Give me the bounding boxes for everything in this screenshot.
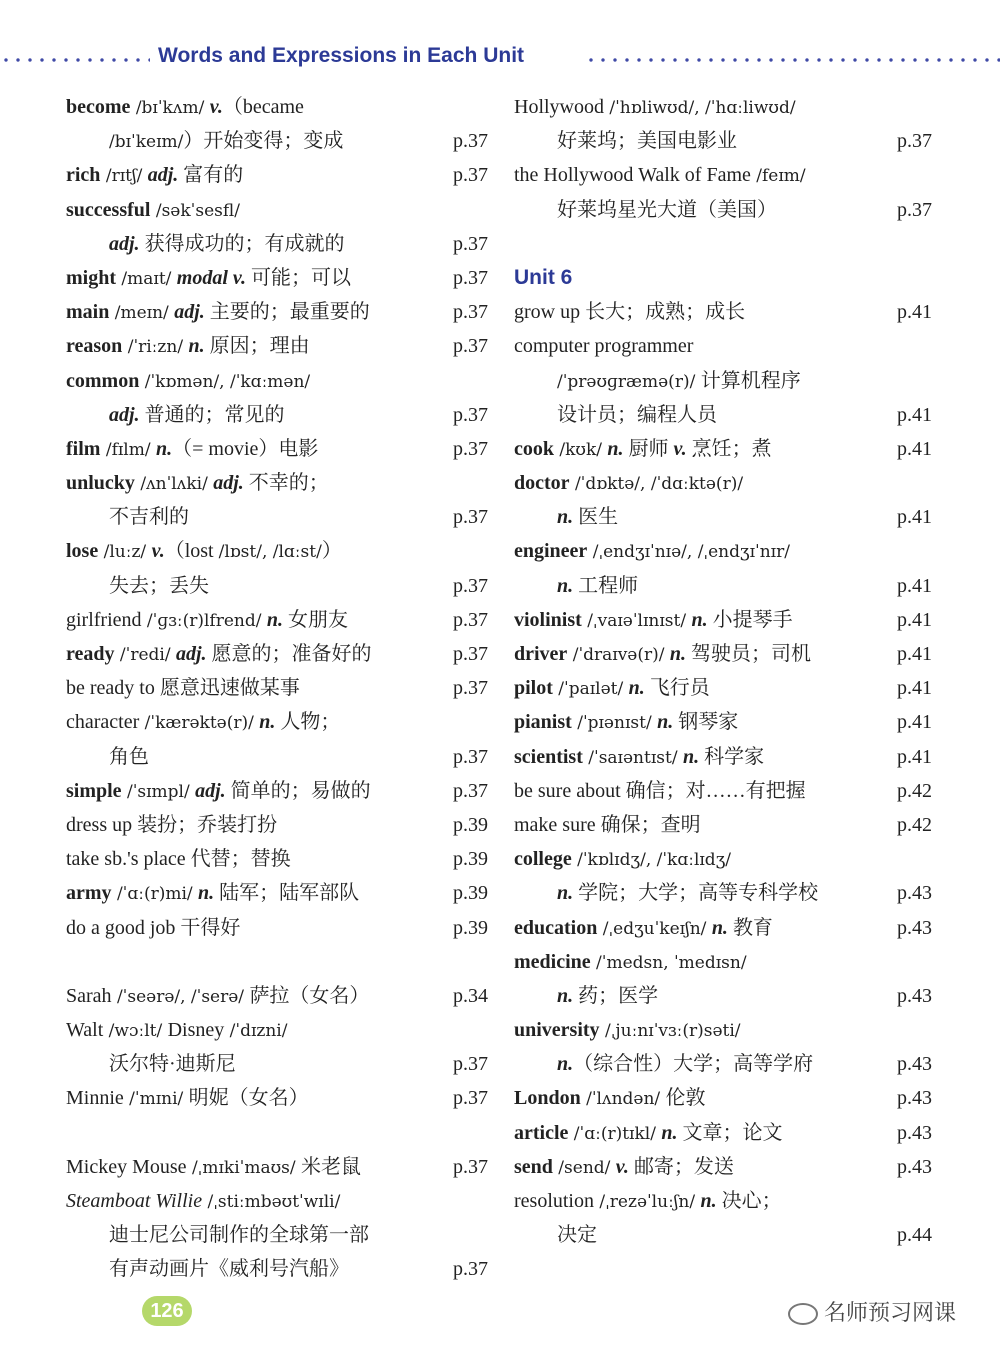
part-of-speech: modal v.: [176, 266, 247, 289]
page-reference: p.43: [897, 1121, 932, 1144]
page-reference: p.37: [453, 1155, 488, 1178]
vocab-entry: [66, 705, 488, 739]
entry-text: 人物；: [275, 711, 341, 734]
entry-continuation: [514, 364, 932, 398]
vocab-entry: [66, 1013, 488, 1047]
entry-text: 米老鼠: [300, 1155, 361, 1178]
entry-text: 伦敦: [665, 1087, 706, 1110]
vocab-entry: [514, 1184, 932, 1218]
vocab-entry: [66, 808, 488, 842]
page-reference: p.37: [453, 608, 488, 631]
part-of-speech: n.: [711, 916, 728, 939]
entry-text: girlfriend: [66, 608, 142, 631]
part-of-speech: n.: [607, 437, 624, 460]
headword: army: [66, 882, 112, 905]
vocab-entry: [514, 1013, 932, 1047]
vocab-entry: [66, 261, 488, 295]
watermark: [788, 1296, 956, 1327]
entry-text: 不吉利的: [109, 506, 189, 529]
entry-continuation: [514, 500, 932, 534]
page-reference: p.37: [453, 164, 488, 187]
entry-text: resolution: [514, 1190, 594, 1212]
entry-text: （became: [222, 96, 304, 118]
entry-continuation: [66, 124, 488, 158]
phonetic: /ˈlʌndən/: [580, 1089, 666, 1110]
entry-text: 工程师: [573, 574, 639, 597]
vocab-entry: [66, 671, 488, 705]
entry-text: 邮寄；发送: [628, 1155, 734, 1178]
headword: film: [66, 437, 101, 460]
vocab-entry: [66, 466, 488, 500]
entry-text: take sb.'s place 代替；替换: [66, 848, 291, 871]
entry-continuation: [514, 124, 932, 158]
page-reference: p.37: [453, 437, 488, 460]
vocab-entry: [514, 329, 932, 363]
entry-text: 驾驶员；司机: [686, 643, 812, 665]
phonetic: /bɪˈkeɪm/: [109, 132, 184, 153]
vocab-entry: [66, 364, 488, 398]
page-reference: p.37: [453, 1258, 488, 1281]
vocab-entry: [66, 842, 488, 876]
phonetic: /ˈɑː(r)tɪkl/: [568, 1123, 662, 1144]
phonetic: /ˈkɒmən/, /ˈkɑːmən/: [139, 371, 311, 392]
entry-text: 角色: [109, 745, 149, 768]
page-reference: p.41: [897, 677, 932, 700]
vocab-entry: [514, 1081, 932, 1115]
part-of-speech: n.: [657, 711, 674, 734]
headword: pilot: [514, 677, 553, 700]
headword: engineer: [514, 540, 588, 563]
part-of-speech: n.: [266, 608, 283, 631]
vocab-entry: [514, 808, 932, 842]
phonetic: /ˈɑː(r)mi/: [111, 884, 199, 905]
vocab-entry: [514, 534, 932, 568]
entry-text: 失去；丢失: [109, 574, 209, 597]
headword: education: [514, 916, 598, 939]
vocab-entry: [66, 637, 488, 671]
page-reference: p.42: [897, 813, 932, 836]
vocab-entry: [66, 876, 488, 910]
entry-text: （= movie）电影: [172, 437, 319, 460]
part-of-speech: n.: [557, 506, 574, 529]
phonetic: /ˈdɪzni/: [224, 1021, 288, 1042]
entry-text: Hollywood: [514, 96, 604, 118]
headword: medicine: [514, 950, 591, 973]
page-reference: p.37: [453, 335, 488, 358]
entry-text: make sure 确保；查明: [514, 813, 701, 836]
part-of-speech: n.: [156, 437, 173, 460]
page-reference: p.39: [453, 882, 488, 905]
vocab-entry: [514, 466, 932, 500]
headword: common: [66, 369, 140, 392]
part-of-speech: adj.: [147, 164, 179, 187]
headword: cook: [514, 437, 554, 460]
wechat-icon: [788, 1303, 818, 1325]
spacer: [66, 1116, 488, 1150]
page-reference: p.41: [897, 403, 932, 426]
entry-text: be ready to 愿意迅速做某事: [66, 677, 300, 700]
entry-text: 明妮（女名）: [188, 1087, 309, 1110]
page-reference: p.41: [897, 608, 932, 631]
entry-text: 可能；可以: [246, 266, 352, 289]
headword: scientist: [514, 745, 583, 768]
unit-title: Unit 6: [514, 265, 573, 289]
part-of-speech: n.: [188, 335, 205, 358]
vocab-entry: [514, 842, 932, 876]
part-of-speech: n.: [259, 711, 276, 734]
entry-text: 获得成功的；有成就的: [139, 232, 345, 255]
phonetic: /ˈredi/: [114, 645, 176, 665]
entry-text: ）开始变得；变成: [183, 130, 344, 153]
spacer: [514, 227, 932, 261]
headword: pianist: [514, 711, 572, 734]
phonetic: /ˈɡɜː(r)lfrend/: [141, 610, 267, 631]
page-reference: p.37: [453, 779, 488, 802]
part-of-speech: v.: [151, 540, 165, 563]
phonetic: /ˌstiːmbəʊtˈwɪli/: [202, 1192, 341, 1212]
entry-text: 好莱坞；美国电影业: [557, 130, 737, 153]
headword: driver: [514, 643, 568, 665]
headword: successful: [66, 198, 151, 221]
page-reference: p.37: [453, 1087, 488, 1110]
vocab-entry: [66, 1150, 488, 1184]
phonetic: /feɪm/: [750, 166, 806, 187]
vocab-entry: [514, 158, 932, 192]
phonetic: /luːz/: [98, 542, 152, 563]
phonetic: /fɪlm/: [100, 439, 156, 460]
page-reference: p.39: [453, 916, 488, 939]
part-of-speech: adj.: [195, 779, 226, 802]
page-reference: p.41: [897, 301, 932, 324]
entry-text: 简单的；易做的: [225, 779, 371, 802]
phonetic: /ˌendʒɪˈnɪə/, /ˌendʒɪˈnɪr/: [587, 542, 790, 563]
page-reference: p.37: [453, 506, 488, 529]
page-reference: p.41: [897, 437, 932, 460]
entry-text: 决心；: [716, 1190, 782, 1212]
phonetic: /səkˈsesfl/: [150, 200, 240, 221]
vocab-entry: [514, 774, 932, 808]
entry-continuation: [66, 1218, 488, 1252]
phonetic: /ˈprəʊɡræmə(r)/: [557, 371, 701, 392]
entry-continuation: [514, 1047, 932, 1081]
entry-text: 陆军；陆军部队: [214, 882, 360, 905]
vocab-entry: [514, 1116, 932, 1150]
headword: article: [514, 1121, 569, 1144]
vocab-entry: [514, 603, 932, 637]
entry-text: 教育: [727, 916, 773, 939]
page-reference: p.39: [453, 848, 488, 871]
entry-continuation: [66, 398, 488, 432]
header-dots-right: [585, 58, 1000, 62]
page-reference: p.34: [453, 984, 488, 1007]
vocab-entry: [66, 534, 488, 568]
entry-text: 普通的；常见的: [139, 403, 285, 426]
page-reference: p.43: [897, 1155, 932, 1178]
entry-text: 愿意的；准备好的: [206, 643, 372, 665]
page-reference: p.43: [897, 984, 932, 1007]
entry-text: 决定: [557, 1224, 597, 1247]
page-reference: p.37: [453, 301, 488, 324]
page-reference: p.41: [897, 506, 932, 529]
entry-text: 学院；大学；高等专科学校: [573, 882, 819, 905]
page-reference: p.43: [897, 916, 932, 939]
vocab-entry: [66, 603, 488, 637]
phonetic: /ˈdɒktə/, /ˈdɑːktə(r)/: [569, 474, 744, 495]
phonetic: /wɔːlt/: [103, 1021, 168, 1042]
entry-continuation: [66, 1252, 488, 1286]
vocab-entry: [514, 911, 932, 945]
phonetic: /ˈsaɪəntɪst/: [582, 747, 683, 768]
entry-text: Walt: [66, 1019, 104, 1042]
entry-text: 富有的: [178, 164, 244, 187]
vocab-entry: [66, 158, 488, 192]
part-of-speech: adj.: [213, 472, 244, 495]
entry-text: 文章；论文: [677, 1121, 783, 1144]
headword: might: [66, 266, 116, 289]
phonetic: /ˈkærəktə(r)/: [139, 713, 260, 734]
vocab-entry: [514, 705, 932, 739]
page-reference: p.37: [453, 403, 488, 426]
entry-text: 科学家: [699, 745, 765, 768]
phonetic: /ˈpɪənɪst/: [571, 713, 658, 734]
part-of-speech: n.: [198, 882, 215, 905]
vocab-entry: [514, 295, 932, 329]
phonetic: /ˈriːzn/: [122, 337, 189, 358]
page-reference: p.41: [897, 711, 932, 734]
entry-continuation: [514, 398, 932, 432]
entry-text: be sure about 确信；对……有把握: [514, 779, 806, 802]
part-of-speech: n.: [557, 882, 574, 905]
entry-continuation: [66, 569, 488, 603]
part-of-speech: n.: [628, 677, 645, 700]
phonetic: /ˈsɪmpl/: [121, 781, 196, 802]
entry-text: 药；医学: [573, 984, 659, 1007]
page-reference: p.37: [453, 232, 488, 255]
phonetic: /ʌnˈlʌki/: [134, 474, 214, 495]
entry-text: the Hollywood Walk of Fame: [514, 164, 751, 187]
entry-text: computer programmer: [514, 335, 694, 358]
headword: doctor: [514, 472, 570, 495]
entry-text: 女朋友: [283, 608, 348, 631]
phonetic: /ˌvaɪəˈlɪnɪst/: [581, 610, 692, 631]
entry-text: 厨师: [623, 437, 674, 460]
part-of-speech: v.: [615, 1155, 629, 1178]
vocab-entry: [514, 1150, 932, 1184]
entry-text: Steamboat Willie: [66, 1190, 203, 1212]
entry-text: 原因；理由: [204, 335, 310, 358]
entry-text: Mickey Mouse: [66, 1155, 187, 1178]
entry-text: 计算机程序: [700, 369, 801, 392]
entry-continuation: [66, 227, 488, 261]
headword: university: [514, 1019, 600, 1042]
entry-continuation: [66, 740, 488, 774]
vocab-entry: [66, 911, 488, 945]
page-reference: p.43: [897, 1087, 932, 1110]
entry-text: 医生: [573, 506, 619, 529]
vocab-entry: [514, 671, 932, 705]
phonetic: /kʊk/: [554, 439, 608, 460]
vocab-entry: [66, 1081, 488, 1115]
headword: rich: [66, 164, 101, 187]
entry-text: 设计员；编程人员: [557, 403, 717, 426]
page-reference: p.41: [897, 574, 932, 597]
unit-heading: [514, 261, 932, 295]
part-of-speech: n.: [557, 1053, 574, 1076]
entry-text: 有声动画片《威利号汽船》: [109, 1258, 349, 1281]
phonetic: /ˈpaɪlət/: [552, 679, 629, 700]
entry-text: 钢琴家: [673, 711, 739, 734]
entry-text: （综合性）大学；高等学府: [573, 1053, 814, 1076]
page-reference: p.44: [897, 1224, 932, 1247]
phonetic: /ˈseərə/, /ˈserə/: [111, 986, 250, 1007]
section-header: [0, 40, 1000, 80]
phonetic: /bɪˈkʌm/: [130, 98, 210, 118]
entry-text: 好莱坞星光大道（美国）: [557, 198, 777, 221]
page-reference: p.37: [453, 643, 488, 665]
part-of-speech: adj.: [174, 301, 205, 324]
page-reference: p.41: [897, 745, 932, 768]
phonetic: /ˈmedsn, ˈmedɪsn/: [590, 952, 747, 973]
right-column: [514, 90, 932, 1252]
part-of-speech: n.: [557, 984, 574, 1007]
headword: simple: [66, 779, 122, 802]
headword: lose: [66, 540, 99, 563]
vocab-entry: [514, 637, 932, 671]
headword: college: [514, 848, 572, 871]
vocab-entry: [66, 432, 488, 466]
vocab-entry: [66, 295, 488, 329]
phonetic: /rɪtʃ/: [100, 166, 148, 187]
vocab-entry: [514, 432, 932, 466]
part-of-speech: adj.: [109, 232, 140, 255]
headword: become: [66, 96, 131, 118]
part-of-speech: n.: [682, 745, 700, 768]
entry-continuation: [66, 1047, 488, 1081]
headword: main: [66, 301, 110, 324]
entry-text: 主要的；最重要的: [204, 301, 370, 324]
phonetic: /ˈkɒlɪdʒ/, /ˈkɑːlɪdʒ/: [571, 850, 732, 871]
part-of-speech: v.: [673, 437, 687, 460]
entry-text: 飞行员: [644, 677, 710, 700]
page-reference: p.37: [453, 1053, 488, 1076]
spacer: [66, 945, 488, 979]
part-of-speech: n.: [691, 608, 708, 631]
phonetic: /maɪt/: [116, 268, 177, 289]
headword: London: [514, 1087, 581, 1110]
headword: reason: [66, 335, 123, 358]
entry-continuation: [514, 569, 932, 603]
part-of-speech: n.: [557, 574, 574, 597]
phonetic: /ˌedʒuˈkeɪʃn/: [597, 918, 712, 939]
phonetic: /ˌrezəˈluːʃn/: [594, 1192, 701, 1212]
part-of-speech: v.: [209, 96, 223, 118]
entry-text: Minnie: [66, 1087, 124, 1110]
watermark-text: 名师预习网课: [824, 1301, 957, 1326]
vocab-entry: [66, 193, 488, 227]
part-of-speech: adj.: [175, 643, 207, 665]
entry-text: dress up 装扮；乔装打扮: [66, 813, 278, 836]
phonetic: /ˈdraɪvə(r)/: [567, 645, 670, 665]
part-of-speech: n.: [661, 1121, 678, 1144]
phonetic: /ˌmɪkiˈmaʊs/: [186, 1157, 301, 1178]
entry-continuation: [514, 1218, 932, 1252]
entry-text: 沃尔特·迪斯尼: [109, 1053, 236, 1076]
part-of-speech: n.: [669, 643, 687, 665]
phonetic: /lɒst/, /lɑːst/: [218, 542, 322, 563]
entry-continuation: [514, 193, 932, 227]
vocab-entry: [514, 740, 932, 774]
phonetic: /meɪn/: [109, 303, 175, 324]
entry-text: 迪士尼公司制作的全球第一部: [109, 1224, 369, 1247]
headword: unlucky: [66, 472, 135, 495]
part-of-speech: n.: [700, 1190, 717, 1212]
page-number-badge: 126: [142, 1296, 192, 1326]
entry-text: 不幸的；: [243, 472, 329, 495]
page-reference: p.37: [453, 677, 488, 700]
phonetic: /ˈmɪni/: [123, 1089, 189, 1110]
vocab-entry: [66, 1184, 488, 1218]
entry-continuation: [66, 500, 488, 534]
vocab-entry: [514, 945, 932, 979]
entry-text: 萨拉（女名）: [249, 984, 370, 1007]
phonetic: /send/: [552, 1157, 616, 1178]
entry-text: Disney: [167, 1019, 225, 1042]
header-title: Words and Expressions in Each Unit: [158, 44, 525, 67]
page-reference: p.37: [453, 266, 488, 289]
header-dots-left: [0, 58, 150, 62]
page-reference: p.37: [453, 130, 488, 153]
vocab-entry: [66, 774, 488, 808]
entry-text: grow up 长大；成熟；成长: [514, 301, 746, 324]
vocab-entry: [66, 979, 488, 1013]
vocab-entry: [514, 90, 932, 124]
entry-text: do a good job 干得好: [66, 916, 241, 939]
entry-text: 烹饪；煮: [686, 437, 772, 460]
vocab-entry: [66, 90, 488, 124]
page-reference: p.41: [897, 643, 932, 665]
page-reference: p.37: [897, 198, 932, 221]
page-reference: p.43: [897, 882, 932, 905]
part-of-speech: adj.: [109, 403, 140, 426]
entry-continuation: [514, 876, 932, 910]
vocab-entry: [66, 329, 488, 363]
entry-text: character: [66, 711, 140, 734]
left-column: [66, 90, 488, 1287]
headword: violinist: [514, 608, 582, 631]
page-reference: p.37: [453, 574, 488, 597]
page-reference: p.37: [897, 130, 932, 153]
entry-text: Sarah: [66, 984, 112, 1007]
entry-text: （lost: [164, 540, 219, 563]
entry-text: 小提琴手: [707, 608, 793, 631]
entry-continuation: [514, 979, 932, 1013]
entry-text: ）: [321, 540, 342, 563]
phonetic: /ˌjuːnɪˈvɜː(r)səti/: [599, 1021, 741, 1042]
headword: ready: [66, 643, 115, 665]
page-reference: p.39: [453, 813, 488, 836]
phonetic: /ˈhɒliwʊd/, /ˈhɑːliwʊd/: [604, 98, 796, 118]
page-reference: p.42: [897, 779, 932, 802]
headword: send: [514, 1155, 553, 1178]
page-reference: p.37: [453, 745, 488, 768]
page-reference: p.43: [897, 1053, 932, 1076]
